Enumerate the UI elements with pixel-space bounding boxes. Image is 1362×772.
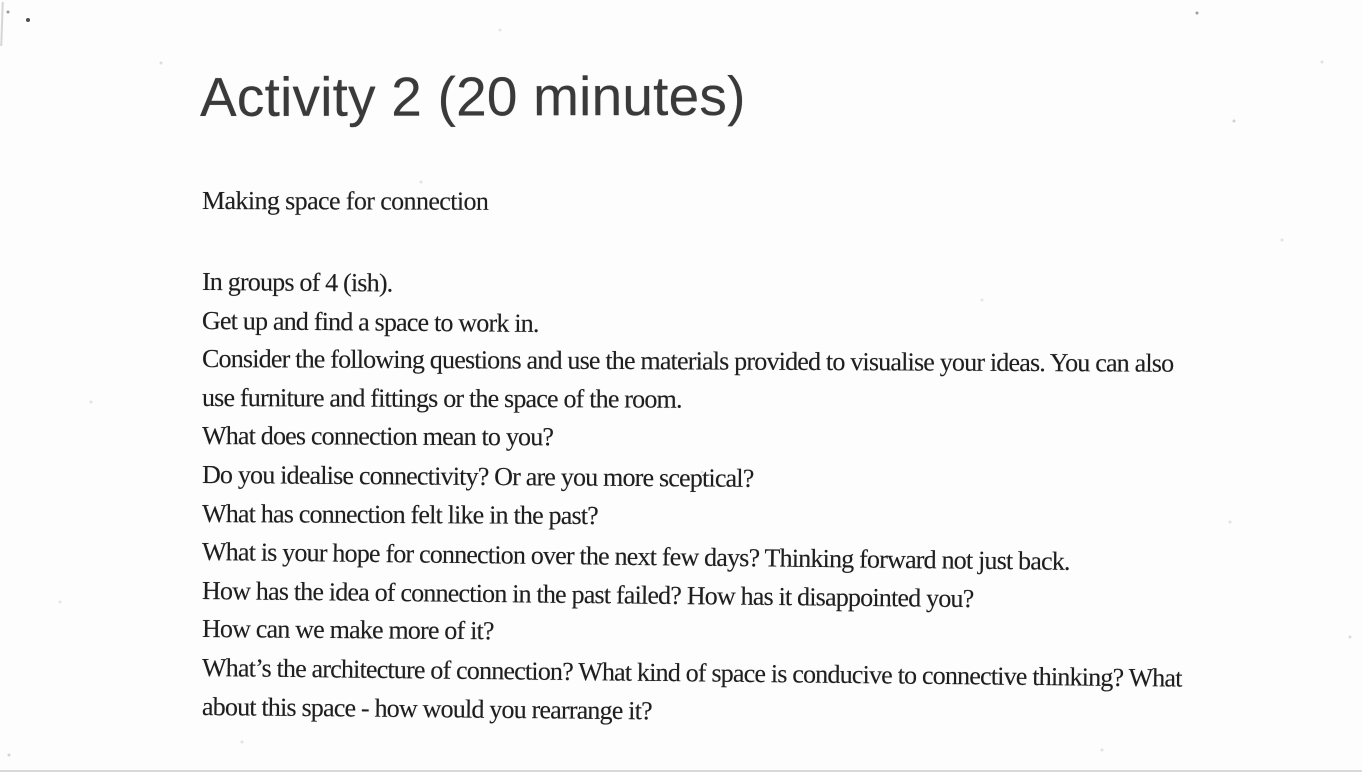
text-line: What’s the architecture of connection? What kind of space is conducive to connective thinking? What [201, 652, 1182, 693]
body-text [202, 263, 1322, 726]
page-title: Activity 2 (20 minutes) [199, 64, 746, 128]
text-line: What does connection mean to you? [201, 421, 554, 452]
scan-edge-mark-left [0, 2, 3, 46]
text-line: How has the idea of connection in the past failed? How has it disappointed you? [201, 575, 974, 613]
text-line: Do you idealise connectivity? Or are you more sceptical? [201, 459, 754, 493]
text-line: What is your hope for connection over the next few days? Thinking forward not just back. [201, 537, 1070, 576]
text-line: In groups of 4 (ish). [201, 267, 393, 298]
text-line: about this space - how would you rearrange it? [201, 691, 652, 725]
text-line: How can we make more of it? [201, 614, 494, 646]
text-line: Get up and find a space to work in. [201, 305, 539, 338]
text-line: What has connection felt like in the past? [201, 498, 599, 530]
page-subtitle: Making space for connection [201, 186, 489, 216]
text-line: Consider the following questions and use the materials provided to visualise your ideas. You can also [201, 344, 1174, 378]
text-line: use furniture and fittings or the space of the room. [201, 382, 682, 414]
